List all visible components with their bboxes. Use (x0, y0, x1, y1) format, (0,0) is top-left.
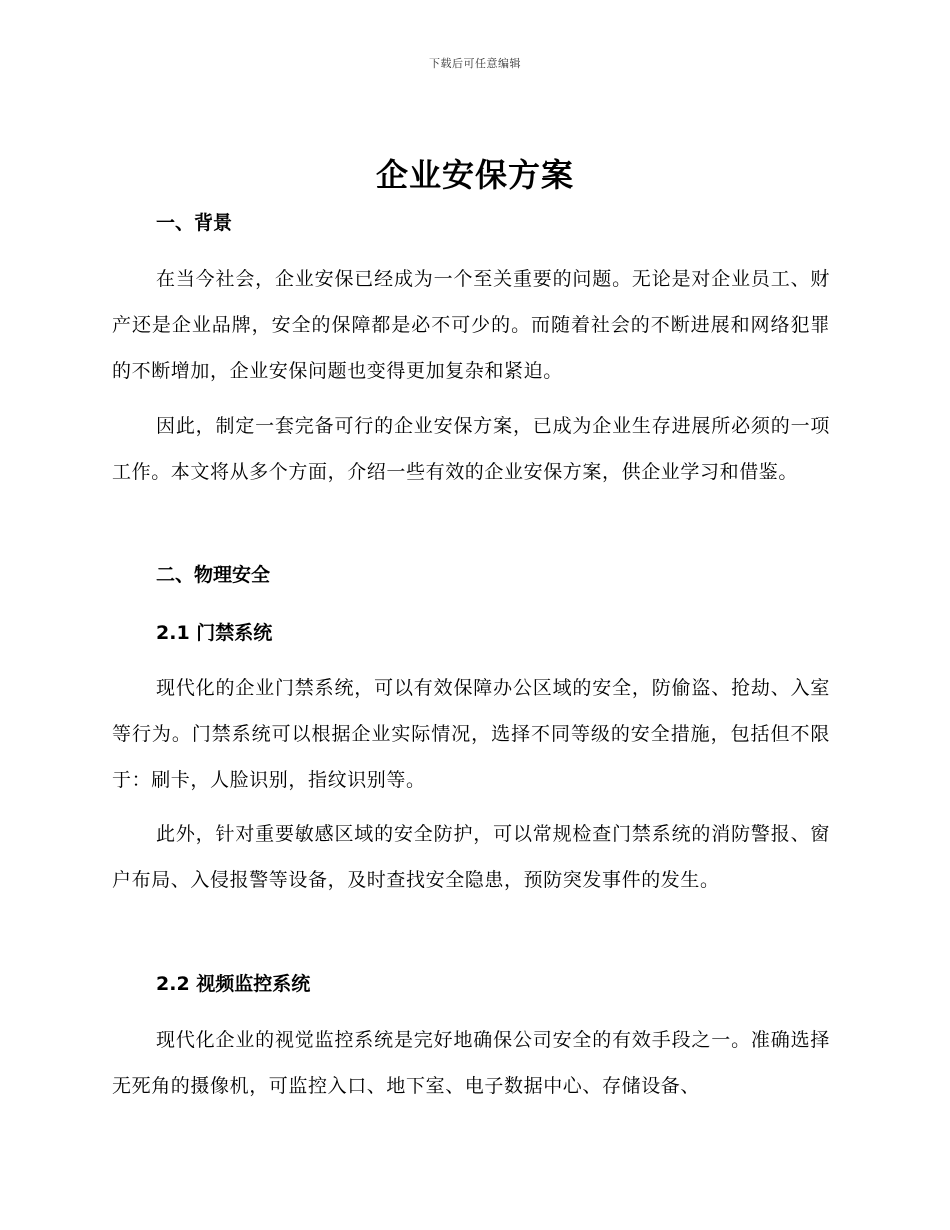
paragraph-background-2: 因此，制定一套完备可行的企业安保方案，已成为企业生存进展所必须的一项工作。本文将从多个方面，介绍一些有效的企业安保方案，供企业学习和借鉴。 (112, 415, 830, 483)
paragraph-background-1: 在当今社会，企业安保已经成为一个至关重要的问题。无论是对企业员工、财产还是企业品牌，安全的保障都是必不可少的。而随着社会的不断进展和网络犯罪的不断增加，企业安保问题也变得更加复杂和紧迫。 (112, 268, 830, 382)
paragraph-video-surveillance-1: 现代化企业的视觉监控系统是完好地确保公司安全的有效手段之一。准确选择无死角的摄像机，可监控入口、地下室、电子数据中心、存储设备、 (112, 1029, 830, 1097)
section-heading-background: 一、背景 (156, 212, 233, 234)
subsection-heading-video-surveillance: 2.2 视频监控系统 (156, 973, 311, 995)
document-title: 企业安保方案 (375, 156, 574, 194)
paragraph-access-control-1: 现代化的企业门禁系统，可以有效保障办公区域的安全，防偷盗、抢劫、入室等行为。门禁系统可以根据企业实际情况，选择不同等级的安全措施，包括但不限于：刷卡，人脸识别，指纹识别等。 (112, 677, 830, 791)
subsection-heading-access-control: 2.1 门禁系统 (156, 622, 273, 644)
header-note: 下载后可任意编辑 (429, 57, 521, 70)
paragraph-access-control-2: 此外，针对重要敏感区域的安全防护，可以常规检查门禁系统的消防警报、窗户布局、入侵报警等设备，及时查找安全隐患，预防突发事件的发生。 (112, 823, 830, 891)
section-heading-physical-security: 二、物理安全 (156, 564, 271, 586)
